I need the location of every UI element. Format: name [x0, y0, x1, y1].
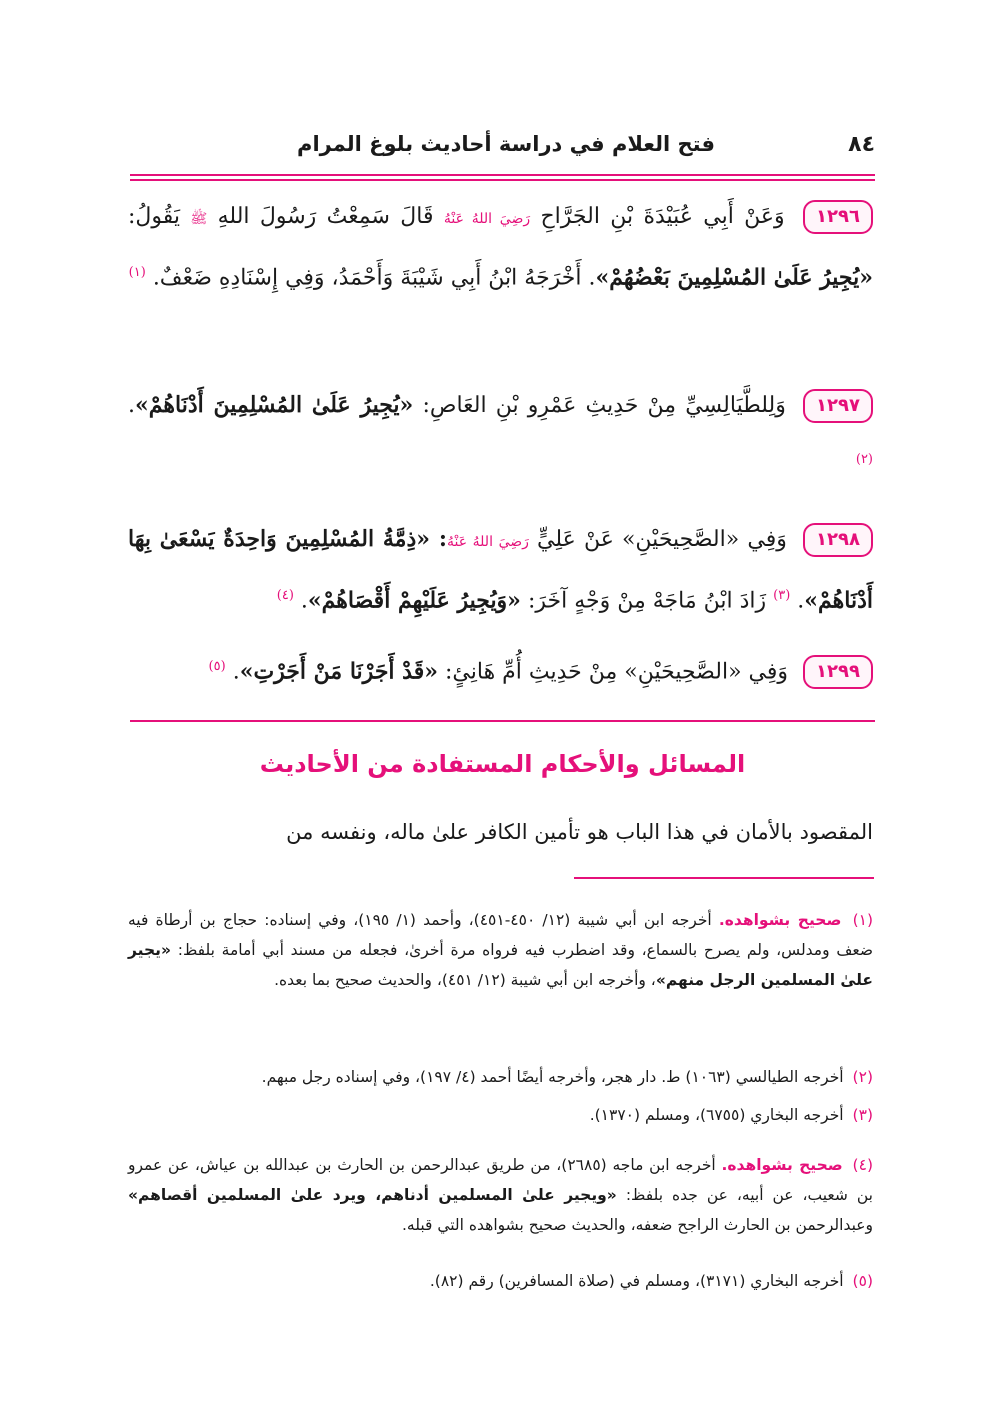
footnote-ref: (٣): [773, 588, 791, 603]
footnote-number: (٥): [852, 1272, 873, 1290]
honorific: رَضِيَ اللهُ عَنْهُ: [446, 534, 529, 550]
footnote-rule: [574, 877, 874, 879]
hadith-number-badge: ١٢٩٦: [803, 200, 873, 234]
footnote-text: أخرجه ابن أبي شيبة (١٢/ ٤٥٠-٤٥١)، وأحمد (١/ ١٩٥)، وفي إسناده: حجاج بن أرطاة فيه ضعف ومدلس، ولم يصرح بالسماع، وقد اضطرب فيه فرواه مرة أخرىٰ، فجعله من مسند أبي أمامة بلفظ:: [128, 911, 873, 959]
hadith-number-badge: ١٢٩٨: [803, 523, 873, 557]
honorific: رَضِيَ اللهُ عَنْهُ: [443, 211, 531, 227]
hadith-quote: : «ذِمَّةُ المُسْلِمِينَ وَاحِدَةٌ يَسْعَىٰ بِهَا أَدْنَاهُمْ»: [128, 526, 873, 614]
footnote-quote: «يجير علىٰ المسلمين الرجل منهم»: [128, 941, 873, 989]
footnote-text: أخرجه البخاري (٦٧٥٥)، ومسلم (١٣٧٠).: [589, 1106, 844, 1124]
hadith-text: زَادَ ابْنُ مَاجَهْ مِنْ وَجْهٍ آخَرَ:: [527, 588, 767, 614]
footnote-text: أخرجه الطيالسي (١٠٦٣) ط. دار هجر، وأخرجه أيضًا أحمد (٤/ ١٩٧)، وفي إسناده رجل مبهم.: [261, 1068, 844, 1086]
footnote-4: [128, 1150, 873, 1240]
section-divider: [130, 720, 875, 722]
hadith-1298: ١٢٩٨ وَفِي «الصَّحِيحَيْنِ» عَنْ عَلِيٍّ رَضِيَ اللهُ عَنْهُ: «ذِمَّةُ المُسْلِمِينَ وَاحِدَةٌ يَسْعَىٰ بِهَا أَدْنَاهُمْ». $^{(٣)}$ زَادَ ابْنُ مَاجَهْ مِنْ وَجْهٍ آخَرَ: «وَيُجِيرُ عَلَيْهِمْ أَقْصَاهُمْ». $^{(٤)}$: [128, 512, 873, 628]
hadith-text: يَقُولُ:: [128, 204, 181, 229]
footnote-number: (٢): [852, 1068, 873, 1086]
hadith-number-badge: ١٢٩٩: [803, 655, 873, 689]
footnote-text: أخرجه ابن ماجه (٢٦٨٥)، من طريق عبدالرحمن بن الحارث بن عبدالله بن عياش، عن عمرو بن شعيب، عن أبيه، عن جده بلفظ:: [128, 1156, 873, 1204]
hadith-text: وَفِي «الصَّحِيحَيْنِ» مِنْ حَدِيثِ أُمِّ هَانِئٍ:: [445, 659, 788, 685]
footnote-text: أخرجه البخاري (٣١٧١)، ومسلم في (صلاة المسافرين) رقم (٨٢).: [429, 1272, 844, 1290]
hadith-text: وَعَنْ أَبِي عُبَيْدَةَ بْنِ الجَرَّاحِ: [540, 204, 785, 229]
hadith-1299: [128, 640, 873, 699]
page-number: ٨٤: [848, 132, 875, 157]
footnote-2: [128, 1062, 873, 1092]
hadith-quote: «وَيُجِيرُ عَلَيْهِمْ أَقْصَاهُمْ»: [307, 587, 521, 614]
hadith-quote: «قَدْ أَجَرْنَا مَنْ أَجَرْتِ»: [239, 658, 438, 685]
hadith-quote: «يُجِيرُ عَلَىٰ المُسْلِمِينَ بَعْضُهُمْ»: [595, 264, 873, 291]
footnote-1: [128, 905, 873, 995]
page-header: [130, 128, 875, 168]
hadith-text: .: [232, 659, 240, 685]
footnote-verdict: صحيح بشواهده.: [718, 911, 842, 929]
intro-paragraph: المقصود بالأمان في هذا الباب هو تأمين الكافر علىٰ ماله، ونفسه من: [286, 820, 873, 844]
footnote-number: (١): [852, 911, 874, 929]
salawat: ﷺ: [190, 211, 208, 227]
section-title: المسائل والأحكام المستفادة من الأحاديث: [259, 750, 746, 778]
book-title: فتح العلام في دراسة أحاديث بلوغ المرام: [297, 132, 715, 156]
footnote-text: ، وأخرجه ابن أبي شيبة (١٢/ ٤٥١)، والحديث صحيح بما بعده.: [274, 971, 656, 989]
footnote-ref: (٥): [208, 659, 226, 674]
hadith-number-badge: ١٢٩٧: [803, 389, 873, 423]
footnote-verdict: صحيح بشواهده.: [721, 1156, 843, 1174]
hadith-text: وَفِي «الصَّحِيحَيْنِ» عَنْ عَلِيٍّ: [537, 527, 787, 552]
hadith-1297: [128, 378, 873, 492]
footnote-quote: «ويجير علىٰ المسلمين أدناهم، ويرد علىٰ المسلمين أقصاهم»: [128, 1186, 617, 1204]
footnote-3: [128, 1100, 873, 1130]
header-rule-top: [130, 174, 875, 176]
hadith-text: . أَخْرَجَهُ ابْنُ أَبِي شَيْبَةَ وَأَحْمَدُ، وَفِي إِسْنَادِهِ ضَعْفٌ.: [152, 265, 596, 291]
footnote-5: [128, 1266, 873, 1296]
footnote-ref: (١): [128, 265, 146, 280]
header-rule-bottom: [130, 179, 875, 181]
footnote-ref: (٢): [855, 452, 873, 467]
hadith-text: .: [128, 393, 135, 418]
hadith-quote: «يُجِيرُ عَلَىٰ المُسْلِمِينَ أَدْنَاهُمْ»: [135, 392, 414, 418]
footnote-number: (٤): [852, 1156, 873, 1174]
hadith-text: وَلِلطَّيَالِسِيِّ مِنْ حَدِيثِ عَمْرِو بْنِ العَاصِ:: [422, 393, 786, 418]
hadith-text: قَالَ سَمِعْتُ رَسُولَ اللهِ: [217, 204, 434, 229]
footnote-number: (٣): [852, 1106, 873, 1124]
footnote-ref: (٤): [276, 588, 294, 603]
footnote-text: وعبدالرحمن بن الحارث الراجح ضعفه، والحديث صحيح بشواهده التي قبله.: [401, 1216, 873, 1234]
hadith-1296: [128, 190, 873, 305]
